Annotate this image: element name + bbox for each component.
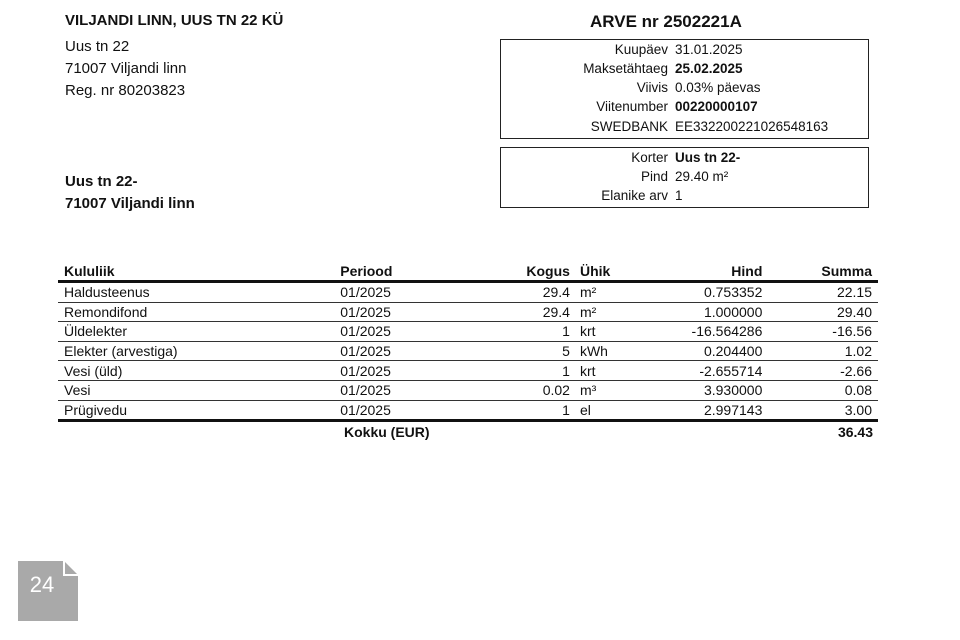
page-number: 24 — [29, 572, 55, 597]
invoice-items-table — [58, 262, 878, 422]
cell-qty: 29.4 — [491, 282, 574, 303]
cell-unit: m³ — [574, 380, 646, 400]
cell-qty: 0.02 — [491, 380, 574, 400]
seller-address-line2: 71007 Viljandi linn — [65, 60, 187, 77]
cell-name: Vesi (üld) — [58, 361, 334, 381]
cell-period: 01/2025 — [334, 361, 491, 381]
detail-row-due-date — [501, 61, 868, 80]
cell-unit: m² — [574, 302, 646, 322]
apartment-row — [501, 150, 868, 169]
cell-unit: kWh — [574, 341, 646, 361]
invoice-title-label: ARVE nr — [590, 12, 659, 31]
cell-period: 01/2025 — [334, 282, 491, 303]
reference-value: 00220000107 — [675, 99, 758, 114]
detail-row-penalty — [501, 80, 868, 99]
invoice-number: 2502221A — [663, 12, 742, 31]
table-row — [58, 361, 878, 381]
cell-name: Haldusteenus — [58, 282, 334, 303]
cell-sum: 3.00 — [768, 400, 878, 421]
invoice-details-box — [500, 39, 869, 139]
total-value: 36.43 — [837, 424, 873, 440]
detail-row-date — [501, 42, 868, 61]
cell-sum: 22.15 — [768, 282, 878, 303]
table-row — [58, 380, 878, 400]
table-row — [58, 302, 878, 322]
penalty-value: 0.03% päevas — [675, 80, 761, 95]
bank-account-value: EE332200221026548163 — [675, 119, 829, 134]
cell-unit: m² — [574, 282, 646, 303]
table-row — [58, 400, 878, 421]
penalty-label: Viivis — [636, 80, 668, 95]
bank-label: SWEDBANK — [590, 119, 668, 134]
header-period: Periood — [334, 262, 491, 282]
apartment-value: Uus tn 22- — [675, 150, 741, 165]
cell-unit: el — [574, 400, 646, 421]
recipient-address-line2: 71007 Viljandi linn — [65, 195, 195, 212]
total-label: Kokku (EUR) — [344, 424, 430, 440]
seller-reg-number: Reg. nr 80203823 — [65, 82, 186, 99]
header-unit: Ühik — [574, 262, 646, 282]
cell-period: 01/2025 — [334, 302, 491, 322]
date-value: 31.01.2025 — [675, 42, 743, 57]
date-label: Kuupäev — [614, 42, 668, 57]
cell-name: Üldelekter — [58, 322, 334, 342]
area-row — [501, 169, 868, 188]
cell-price: 3.930000 — [646, 380, 768, 400]
residents-value: 1 — [675, 188, 683, 203]
cell-sum: 1.02 — [768, 341, 878, 361]
cell-sum: 0.08 — [768, 380, 878, 400]
area-label: Pind — [640, 169, 668, 184]
cell-sum: -16.56 — [768, 322, 878, 342]
cell-name: Elekter (arvestiga) — [58, 341, 334, 361]
cell-unit: krt — [574, 322, 646, 342]
header-price: Hind — [646, 262, 768, 282]
cell-name: Vesi — [58, 380, 334, 400]
due-date-value: 25.02.2025 — [675, 61, 743, 76]
page-number-badge — [18, 561, 78, 621]
cell-qty: 1 — [491, 400, 574, 421]
cell-sum: -2.66 — [768, 361, 878, 381]
table-row — [58, 282, 878, 303]
table-row — [58, 341, 878, 361]
residents-row — [501, 188, 868, 207]
cell-sum: 29.40 — [768, 302, 878, 322]
cell-period: 01/2025 — [334, 400, 491, 421]
page-badge-graphic — [18, 561, 78, 621]
cell-period: 01/2025 — [334, 380, 491, 400]
header-cost-type: Kululiik — [58, 262, 334, 282]
seller-name: VILJANDI LINN, UUS TN 22 KÜ — [65, 12, 284, 29]
cell-name: Remondifond — [58, 302, 334, 322]
reference-label: Viitenumber — [596, 99, 668, 114]
residents-label: Elanike arv — [601, 188, 668, 203]
cell-qty: 5 — [491, 341, 574, 361]
seller-address-line1: Uus tn 22 — [65, 38, 130, 55]
cell-price: -16.564286 — [646, 322, 768, 342]
cell-qty: 1 — [491, 361, 574, 381]
apartment-label: Korter — [631, 150, 668, 165]
apartment-box — [500, 147, 869, 208]
cell-price: 0.753352 — [646, 282, 768, 303]
header-sum: Summa — [768, 262, 878, 282]
table-header-row — [58, 262, 878, 282]
recipient-address-line1: Uus tn 22- — [65, 173, 138, 190]
cell-price: 1.000000 — [646, 302, 768, 322]
detail-row-reference — [501, 99, 868, 118]
cell-qty: 29.4 — [491, 302, 574, 322]
cell-qty: 1 — [491, 322, 574, 342]
header-quantity: Kogus — [491, 262, 574, 282]
table-row — [58, 322, 878, 342]
due-date-label: Maksetähtaeg — [583, 61, 668, 76]
cell-period: 01/2025 — [334, 341, 491, 361]
cell-period: 01/2025 — [334, 322, 491, 342]
cell-price: 0.204400 — [646, 341, 768, 361]
detail-row-bank — [501, 119, 868, 138]
cell-name: Prügivedu — [58, 400, 334, 421]
invoice-title — [590, 12, 742, 32]
area-value: 29.40 m² — [675, 169, 729, 184]
cell-price: -2.655714 — [646, 361, 768, 381]
cell-price: 2.997143 — [646, 400, 768, 421]
cell-unit: krt — [574, 361, 646, 381]
